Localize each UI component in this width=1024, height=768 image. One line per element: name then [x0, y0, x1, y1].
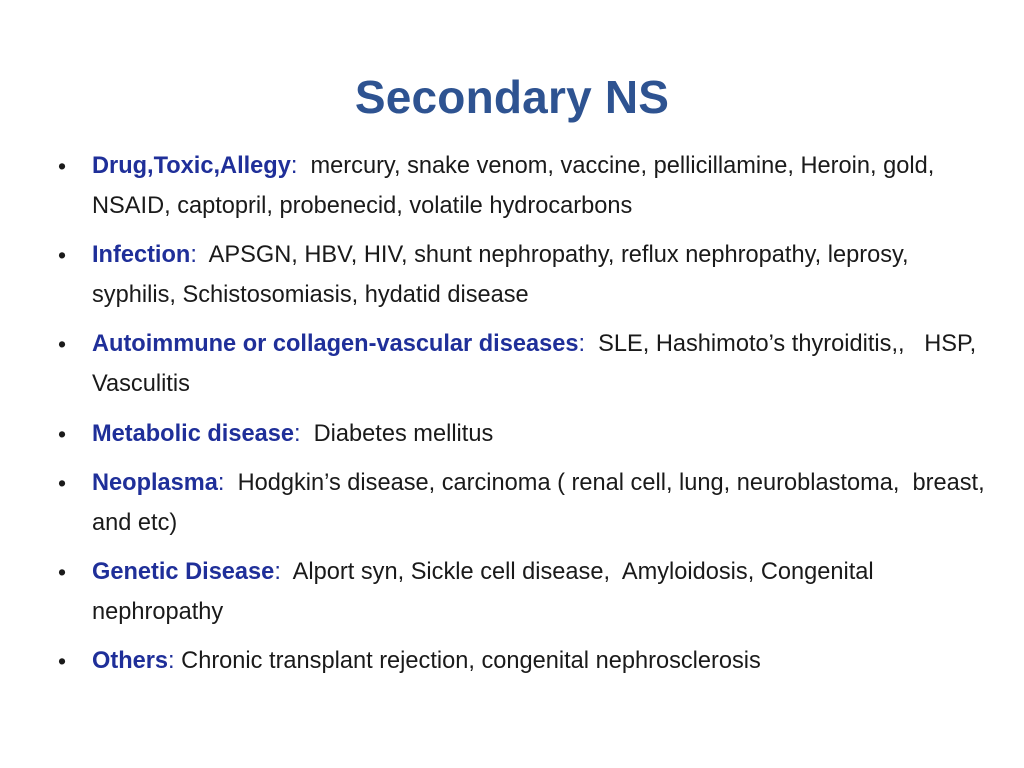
bullet-term: Autoimmune or collagen-vascular diseases: [92, 331, 579, 358]
list-item: [58, 463, 998, 543]
list-item: [58, 235, 998, 315]
bullet-separator: :: [293, 420, 301, 447]
bullet-dot-icon: •: [58, 420, 67, 447]
slide-title: Secondary NS: [354, 71, 670, 123]
bullet-separator: :: [190, 242, 197, 269]
list-item: [58, 146, 998, 226]
bullet-dot-icon: •: [58, 153, 67, 179]
bullet-separator: :: [168, 648, 175, 675]
list-item: [58, 641, 998, 681]
bullet-dot-icon: •: [58, 242, 67, 269]
bullet-description: Chronic transplant rejection, congenital nephrosclerosis: [174, 648, 761, 675]
bullet-term: Infection: [92, 242, 191, 269]
list-item: [58, 324, 998, 404]
bullet-list: [58, 146, 998, 690]
list-item: [58, 552, 998, 632]
bullet-separator: :: [578, 331, 586, 358]
bullet-description: Diabetes mellitus: [300, 420, 494, 447]
bullet-description: SLE, Hashimoto’s thyroiditis,, HSP, Vasculitis: [92, 331, 983, 398]
bullet-term: Neoplasma: [92, 469, 218, 496]
bullet-description: mercury, snake venom, vaccine, pellicillamine, Heroin, gold, NSAID, captopril, probenecid, volatile hydrocarbons: [92, 153, 941, 219]
bullet-description: APSGN, HBV, HIV, shunt nephropathy, reflux nephropathy, leprosy, syphilis, Schistosomiasis, hydatid disease: [92, 242, 922, 309]
bullet-separator: :: [274, 558, 281, 585]
bullet-description: Hodgkin’s disease, carcinoma ( renal cell, lung, neuroblastoma, breast, and etc): [92, 469, 992, 536]
bullet-dot-icon: •: [58, 331, 67, 358]
list-item: [58, 414, 998, 454]
bullet-dot-icon: •: [58, 648, 67, 675]
bullet-dot-icon: •: [58, 558, 67, 585]
bullet-term: Drug,Toxic,Allegy: [92, 153, 291, 179]
bullet-term: Others: [92, 648, 169, 675]
bullet-separator: :: [290, 153, 298, 179]
bullet-description: Alport syn, Sickle cell disease, Amyloidosis, Congenital nephropathy: [92, 558, 881, 625]
bullet-dot-icon: •: [58, 469, 67, 496]
bullet-term: Metabolic disease: [92, 420, 294, 447]
bullet-term: Genetic Disease: [92, 558, 275, 585]
bullet-separator: :: [217, 469, 225, 496]
